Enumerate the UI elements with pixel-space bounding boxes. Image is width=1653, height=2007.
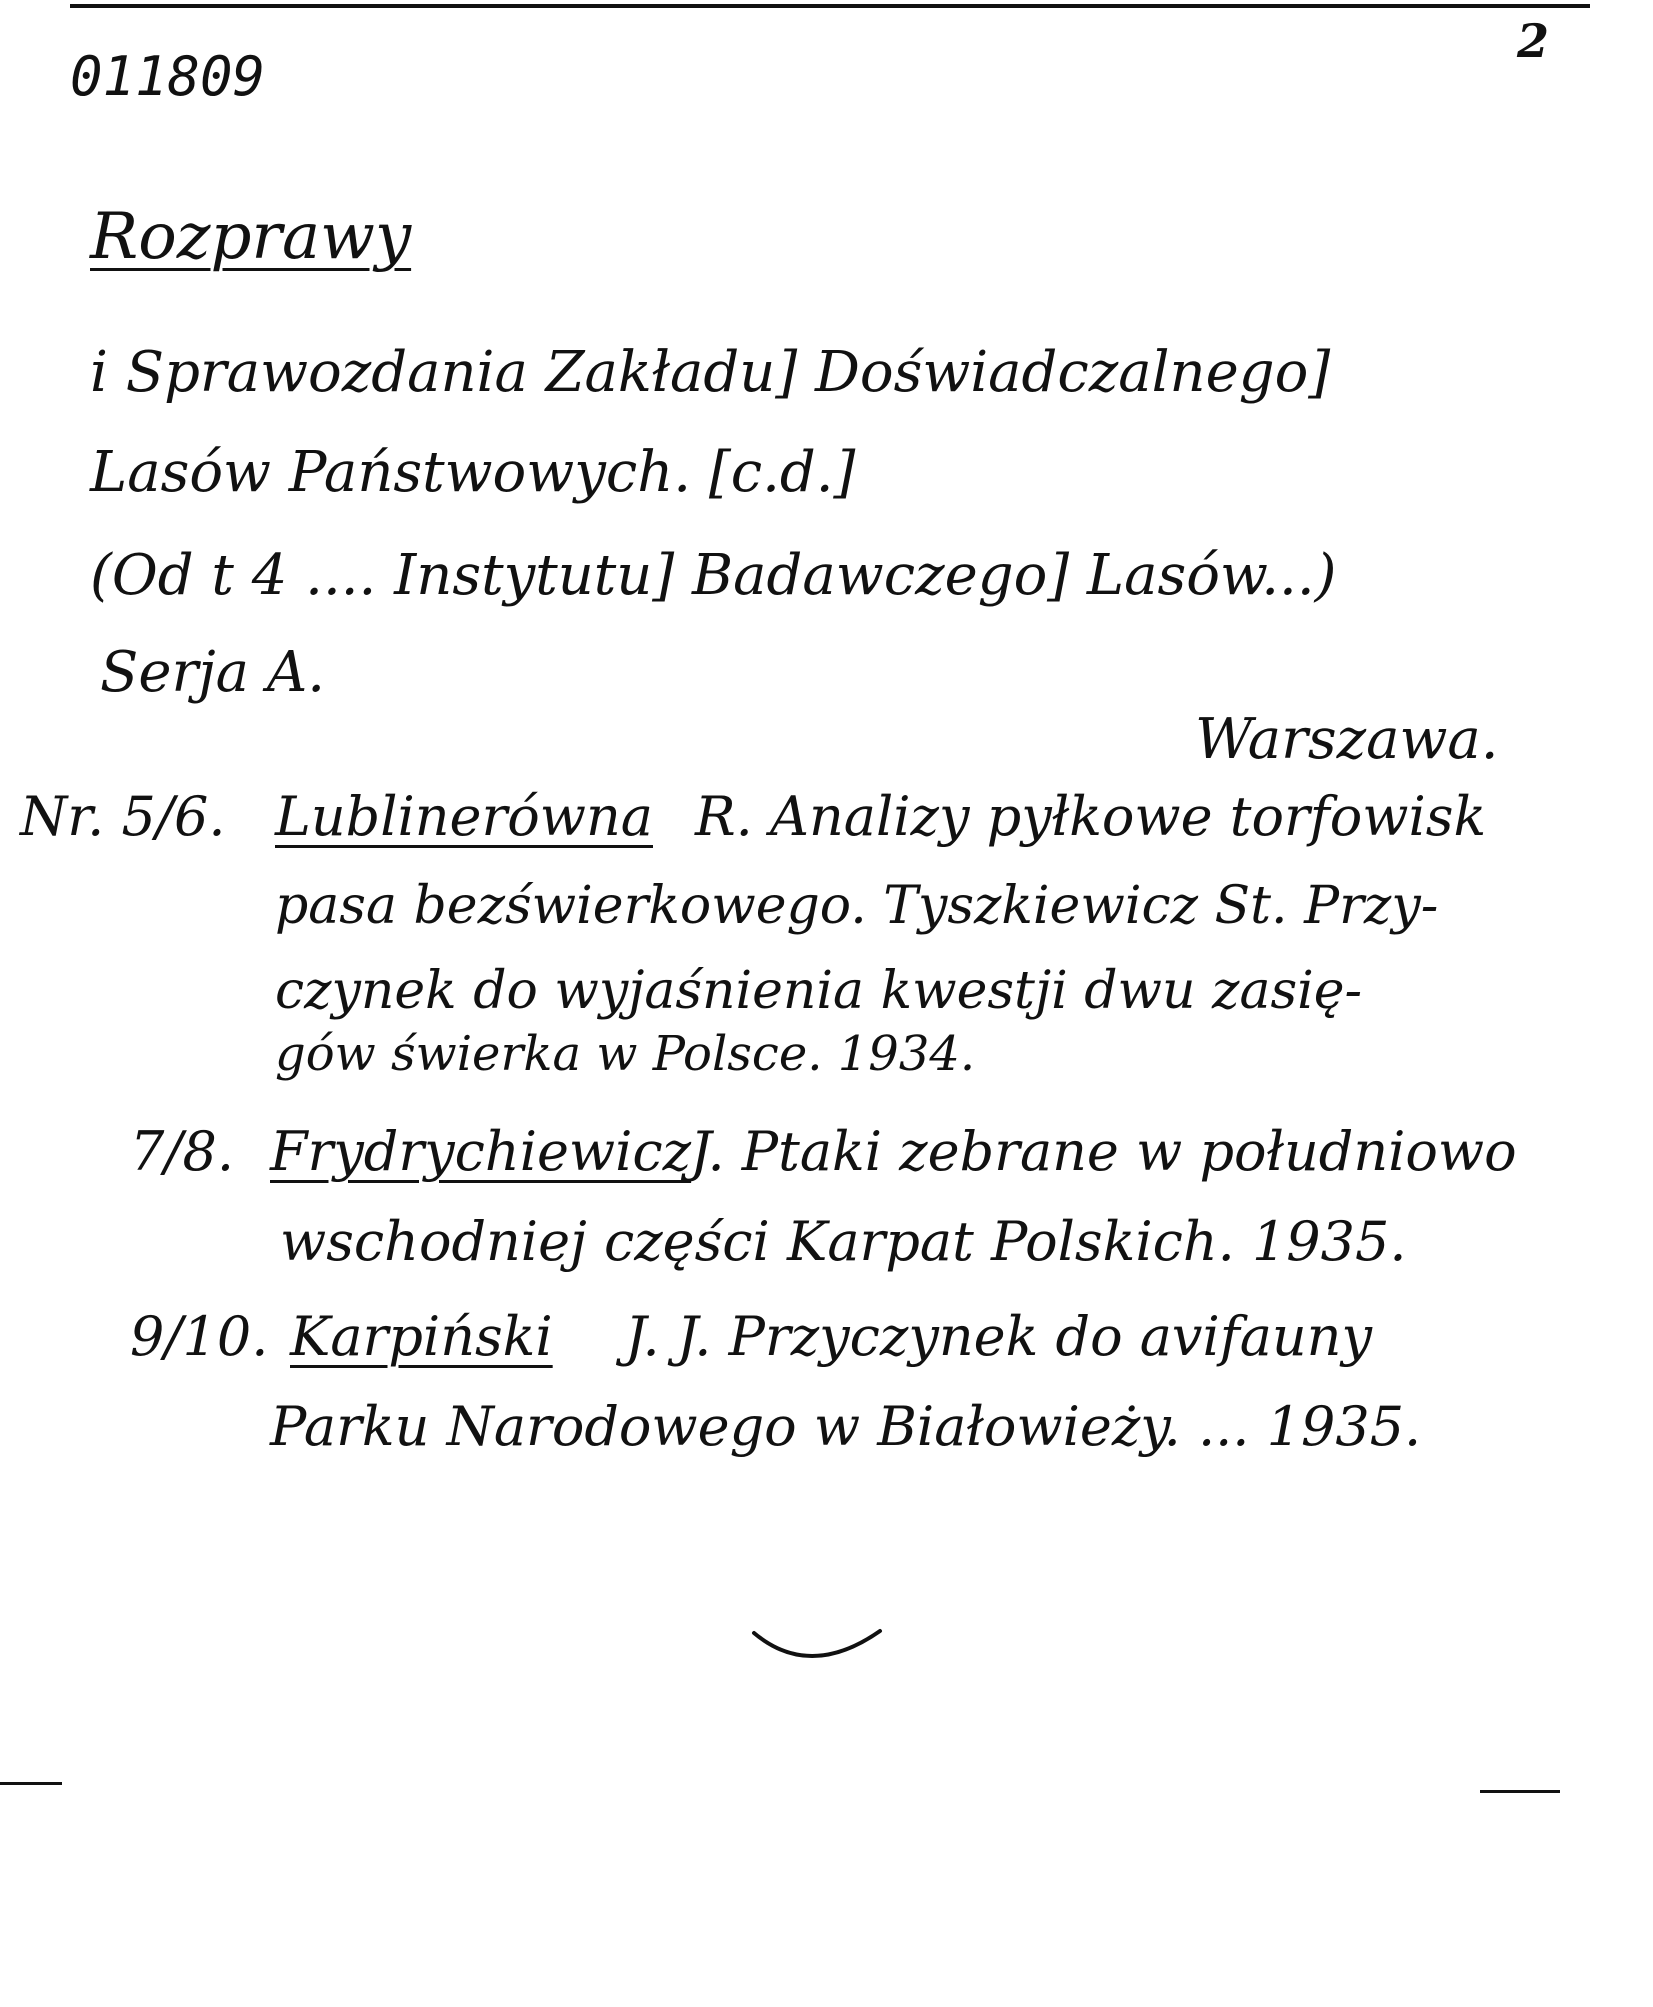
entry-line: J. Ptaki zebrane w południowo [690,1120,1517,1183]
entry-number: 9/10. [130,1305,269,1368]
card-number: 011809 [70,45,266,108]
corner-mark: 2 [1517,14,1550,68]
entry-line: gów świerka w Polsce. 1934. [275,1026,976,1082]
right-edge-mark [1480,1790,1560,1793]
entry-author: Karpiński [290,1305,553,1368]
entry-author: Frydrychiewicz [270,1120,692,1183]
entry-number: 7/8. [130,1120,235,1183]
entry-line: J. J. Przyczynek do avifauny [625,1305,1372,1368]
header-line-1: i Sprawozdania Zakładu] Doświadczalnego] [90,340,1331,405]
header-line-3: (Od t 4 .... Instytutu] Badawczego] Lasów...) [90,543,1337,608]
entry-line: R. Analizy pyłkowe torfowisk [695,785,1487,848]
left-edge-mark [0,1782,62,1785]
entry-line: wschodniej części Karpat Polskich. 1935. [280,1210,1407,1273]
entry-author: Lublinerówna [275,785,653,848]
title: Rozprawy [90,200,412,274]
card-top-border [70,4,1590,8]
header-line-4: Serja A. [100,640,326,705]
header-line-2: Lasów Państwowych. [c.d.] [90,440,856,505]
entry-line: Parku Narodowego w Białowieży. ... 1935. [270,1395,1422,1458]
place-of-publication: Warszawa. [1195,707,1499,772]
entry-line: pasa bezświerkowego. Tyszkiewicz St. Przy- [275,876,1439,936]
decorative-curve [750,1625,885,1675]
entry-line: czynek do wyjaśnienia kwestji dwu zasię- [275,961,1363,1021]
entry-number: Nr. 5/6. [20,785,226,848]
